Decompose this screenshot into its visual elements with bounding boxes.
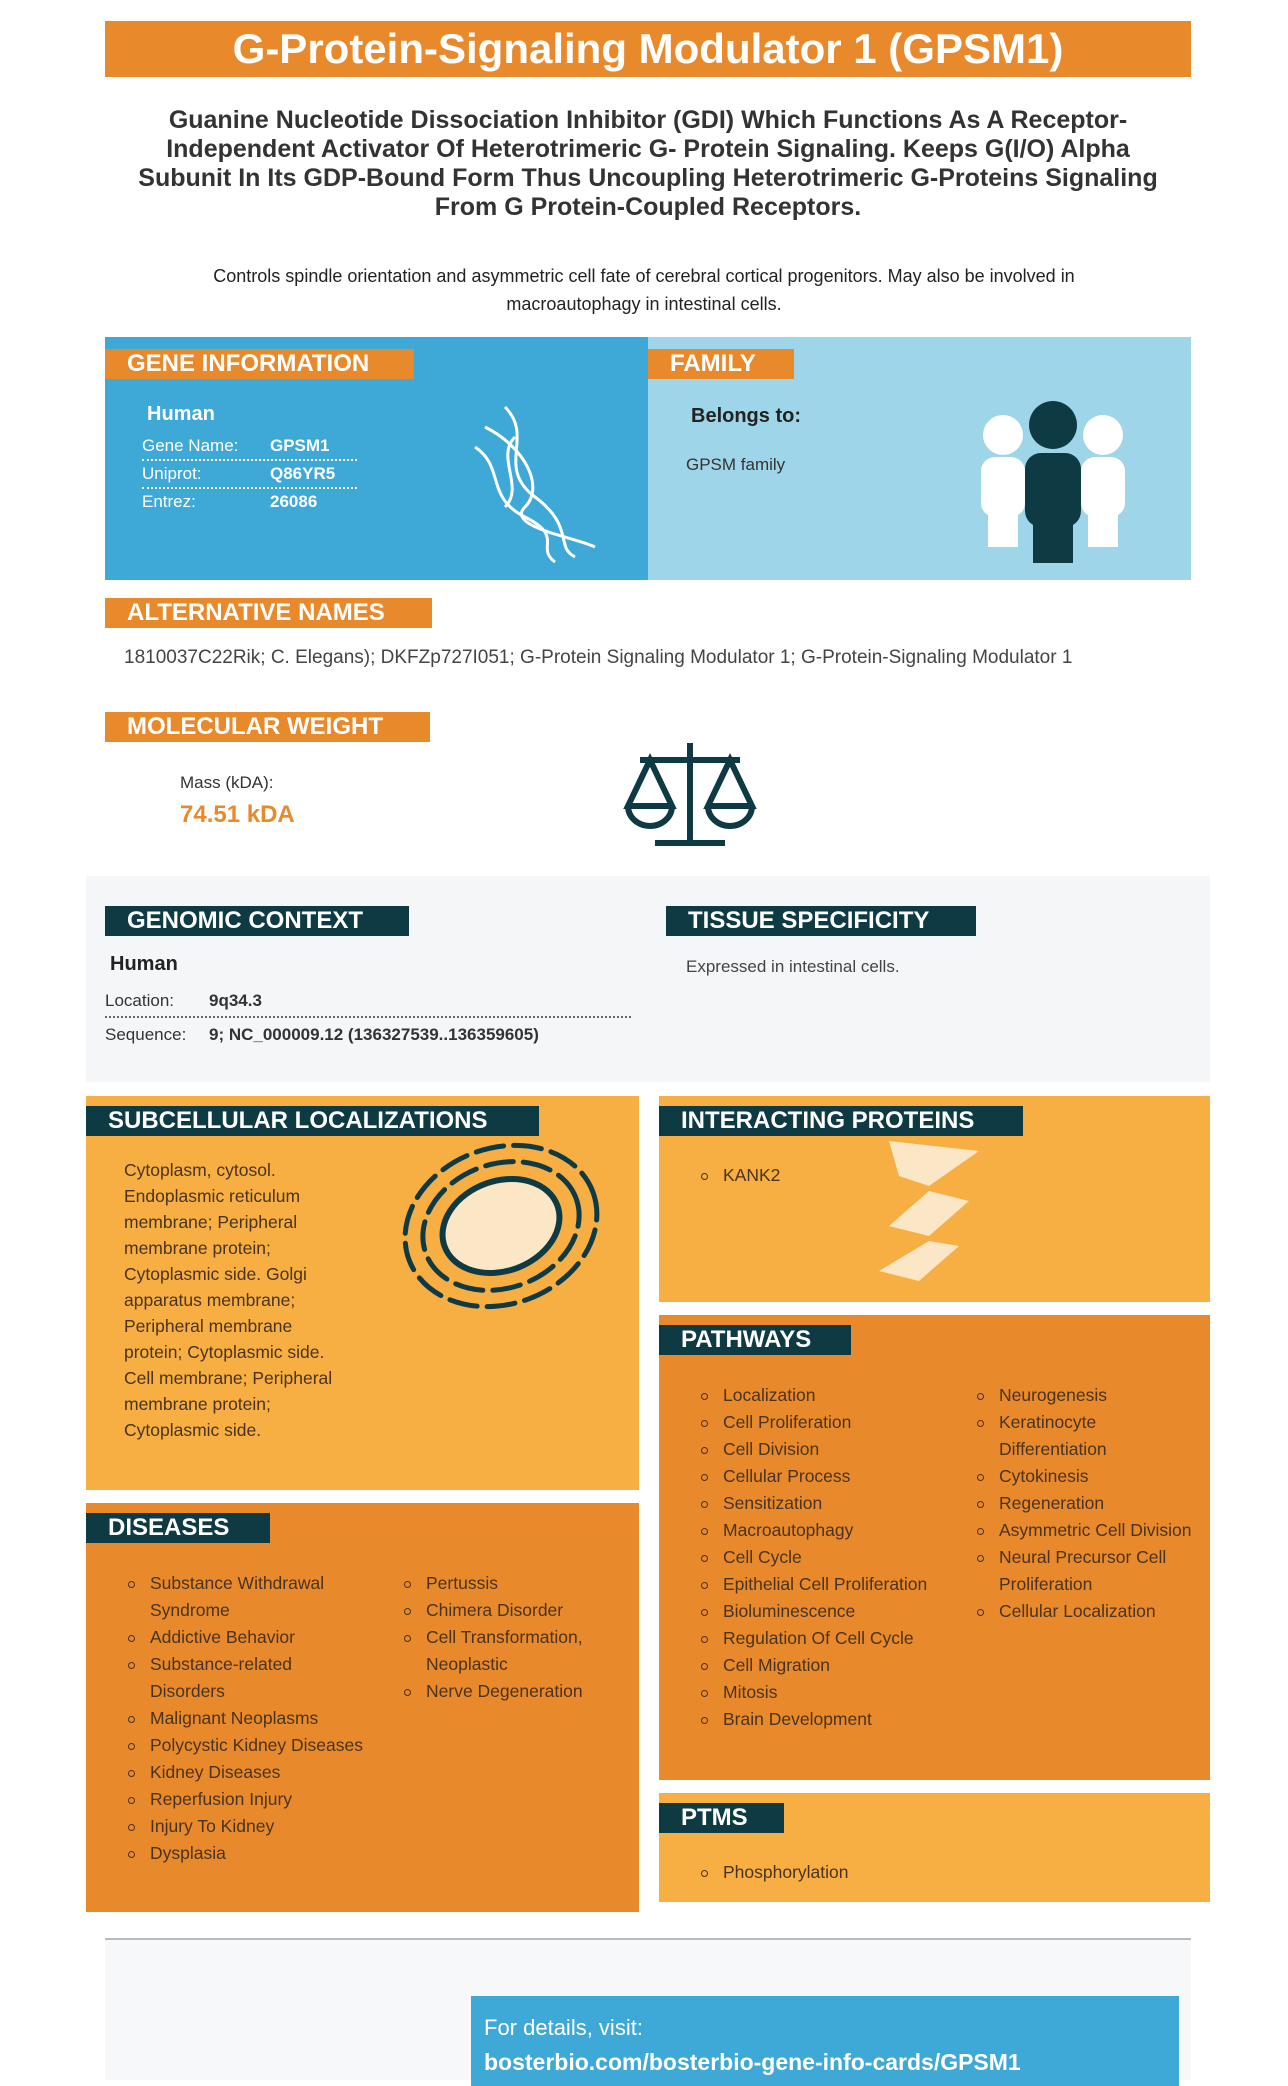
alternative-names-header: ALTERNATIVE NAMES [105,598,432,628]
diseases-list-left [126,1570,366,1867]
list-item: Regulation Of Cell Cycle [699,1625,939,1652]
list-item: Cellular Localization [975,1598,1195,1625]
list-item: Regeneration [975,1490,1195,1517]
list-item: Dysplasia [126,1840,366,1867]
list-item: Polycystic Kidney Diseases [126,1732,366,1759]
footer [105,1938,1191,2080]
list-item: Macroautophagy [699,1517,939,1544]
subcellular-header: SUBCELLULAR LOCALIZATIONS [86,1106,539,1136]
list-item: Cell Division [699,1436,939,1463]
belongs-to-label: Belongs to: [691,405,801,427]
list-item: Cytokinesis [975,1463,1195,1490]
gene-info-table [142,433,357,515]
alternative-names-text: 1810037C22Rik; C. Elegans); DKFZp727I051; G-Protein Signaling Modulator 1; G-Protein-Signaling Modulator 1 [124,647,1073,668]
list-item: Kidney Diseases [126,1759,366,1786]
list-item: Cell Transformation, Neoplastic [402,1624,602,1678]
list-item: Substance Withdrawal Syndrome [126,1570,366,1624]
list-item: Sensitization [699,1490,939,1517]
uniprot-row: Uniprot: Q86YR5 [142,461,357,489]
gene-name-row: Gene Name: GPSM1 [142,433,357,461]
list-item: Keratinocyte Differentiation [975,1409,1195,1463]
diseases-header: DISEASES [86,1513,270,1543]
species-label: Human [147,403,215,425]
list-item: KANK2 [699,1162,780,1189]
list-item: Brain Development [699,1706,939,1733]
pathways-header: PATHWAYS [659,1325,851,1355]
family-value: GPSM family [686,455,786,474]
list-item: Neurogenesis [975,1382,1195,1409]
list-item: Cellular Process [699,1463,939,1490]
list-item: Bioluminescence [699,1598,939,1625]
genomic-tissue-section [86,876,1210,1082]
cell-organelle-icon [396,1136,606,1316]
list-item: Malignant Neoplasms [126,1705,366,1732]
dna-icon [465,397,615,567]
genomic-species: Human [110,953,178,975]
gene-summary: Guanine Nucleotide Dissociation Inhibitor (GDI) Which Functions As A Receptor-Independent Activator Of Heterotrimeric G- Protein Signaling. Keeps G(I/O) Alpha Subunit In Its GDP-Bound Form Thus Uncoupling Heterotrimeric G-Proteins Signaling From G Protein-Coupled Receptors. [138,106,1158,221]
pathways-list-left [699,1382,939,1733]
ptms-list [699,1859,849,1886]
details-label: For details, visit: [484,2015,643,2040]
molecular-weight-header: MOLECULAR WEIGHT [105,712,430,742]
scale-icon [620,738,760,853]
list-item: Reperfusion Injury [126,1786,366,1813]
entrez-row: Entrez: 26086 [142,492,318,511]
list-item: Cell Cycle [699,1544,939,1571]
interacting-proteins-section [659,1096,1210,1302]
list-item: Localization [699,1382,939,1409]
sequence-row: Sequence: 9; NC_000009.12 (136327539..136359605) [105,1025,539,1044]
location-row: Location: 9q34.3 [105,986,631,1018]
tissue-specificity-text: Expressed in intestinal cells. [686,957,900,976]
ptms-header: PTMS [659,1803,784,1833]
family-header: FAMILY [648,349,794,379]
list-item: Cell Migration [699,1652,939,1679]
gene-information-header: GENE INFORMATION [105,349,414,379]
gene-description: Controls spindle orientation and asymmetric cell fate of cerebral cortical progenitors. May also be involved in macroautophagy in intestinal cells. [213,266,1075,314]
list-item: Mitosis [699,1679,939,1706]
list-item: Chimera Disorder [402,1597,602,1624]
interacting-proteins-header: INTERACTING PROTEINS [659,1106,1023,1136]
family-section [648,337,1191,580]
mass-label: Mass (kDA): [180,773,274,792]
subcellular-section [86,1096,639,1490]
subcellular-text: Cytoplasm, cytosol. Endoplasmic reticulum membrane; Peripheral membrane protein; Cytoplasmic side. Golgi apparatus membrane; Peripheral membrane protein; Cytoplasmic side. Cell membrane; Peripheral membrane protein; Cytoplasmic side. [124,1160,333,1440]
diseases-list-right [402,1570,602,1705]
mass-value: 74.51 kDA [180,801,295,828]
genomic-context-header: GENOMIC CONTEXT [105,906,409,936]
pathways-section [659,1315,1210,1780]
people-icon [973,397,1133,567]
list-item: Pertussis [402,1570,602,1597]
diseases-section [86,1503,639,1912]
details-link[interactable]: bosterbio.com/bosterbio-gene-info-cards/GPSM1 [484,2049,1021,2075]
protein-ribbon-icon [869,1136,999,1286]
list-item: Injury To Kidney [126,1813,366,1840]
list-item: Nerve Degeneration [402,1678,602,1705]
tissue-specificity-header: TISSUE SPECIFICITY [666,906,976,936]
ptms-section [659,1793,1210,1902]
gene-information-section [105,337,648,580]
page-title: G-Protein-Signaling Modulator 1 (GPSM1) [105,21,1191,77]
list-item: Addictive Behavior [126,1624,366,1651]
list-item: Substance-related Disorders [126,1651,366,1705]
interacting-proteins-list [699,1162,780,1189]
pathways-list-right [975,1382,1195,1625]
list-item: Phosphorylation [699,1859,849,1886]
list-item: Cell Proliferation [699,1409,939,1436]
list-item: Epithelial Cell Proliferation [699,1571,939,1598]
list-item: Neural Precursor Cell Proliferation [975,1544,1195,1598]
list-item: Asymmetric Cell Division [975,1517,1195,1544]
details-box [471,1996,1179,2086]
